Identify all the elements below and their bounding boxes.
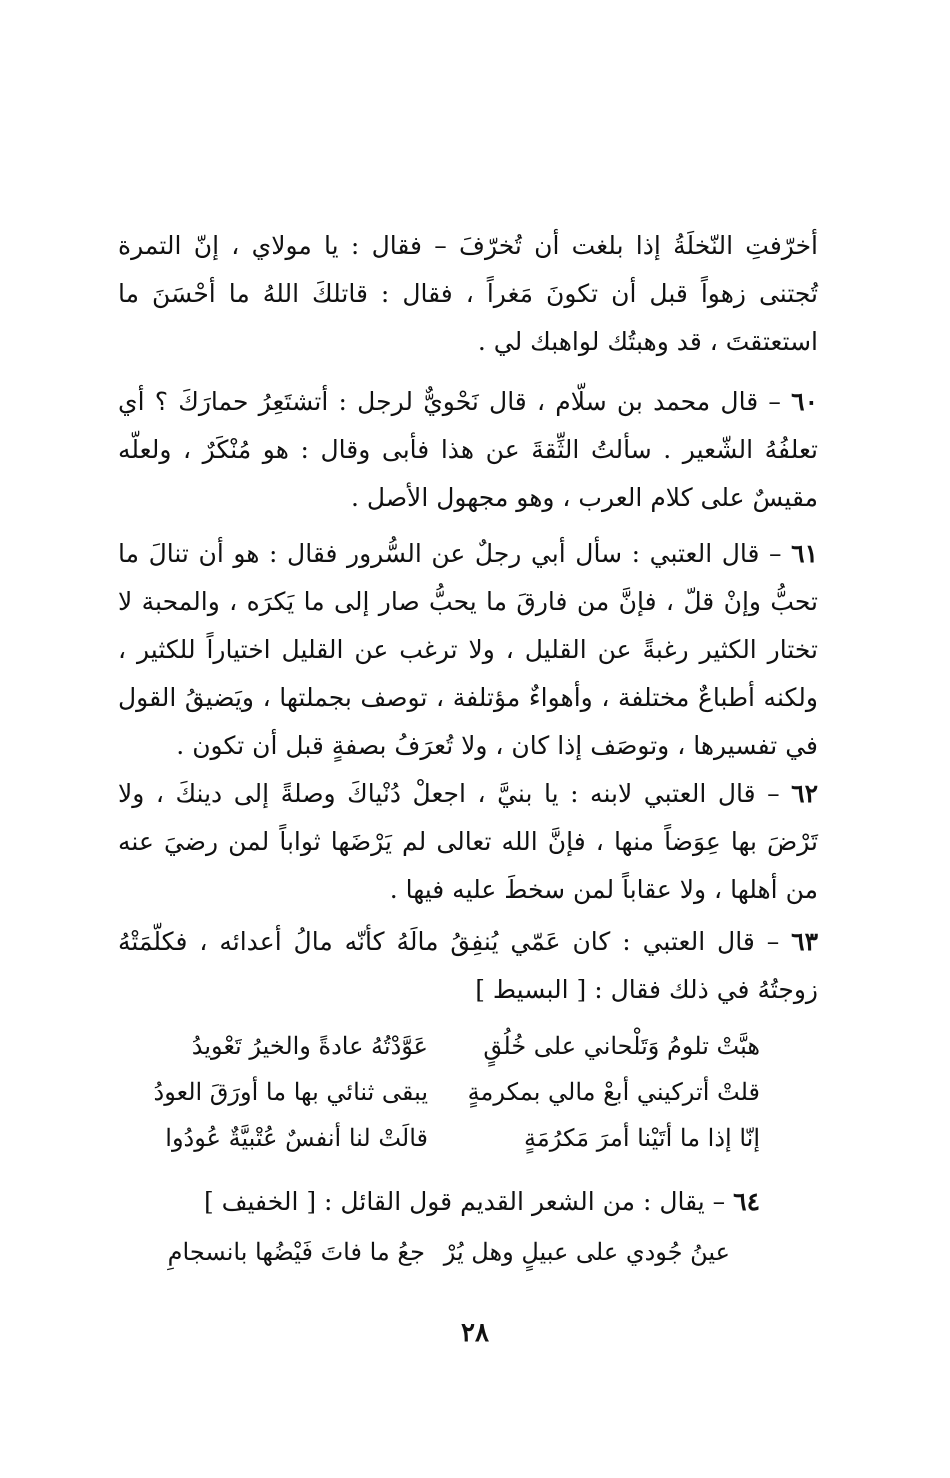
entry-64: [190, 1178, 760, 1226]
entry-number: ٦١: [791, 539, 819, 568]
verse-second-hemistich: قالَتْ لنا أنفسٌ عُتْبيَّةٌ عُودُوا: [165, 1124, 428, 1152]
paragraph-continuation: أخرّفتِ النّخلَةُ إذا بلغت أن تُخرّفَ – فقال : يا مولاي ، إنّ التمرة تُجتنى زهواً قبل أن تكونَ مَغراً ، فقال : قاتلكَ اللهُ ما أحْسَنَ ما استعتقتَ ، قد وهبتُك لواهبك لي .: [118, 231, 818, 356]
verse-first-hemistich: قلتْ أتركيني أبعْ مالي بمكرمةٍ: [467, 1078, 760, 1106]
entry-63: [118, 918, 818, 1014]
poem-verse-2: [130, 1068, 760, 1116]
entry-61: [118, 530, 818, 770]
entry-number: ٦٠: [791, 387, 818, 416]
poem-verse-3: [130, 1114, 760, 1162]
entry-60: [118, 378, 818, 522]
page-number: ٢٨: [461, 1318, 489, 1348]
entry-number: ٦٢: [791, 779, 819, 808]
entry-text: – قال العتبي : كان عَمّي يُنفِقُ مالَهُ كأنّه مالُ أعدائه ، فكلّمَتْهُ زوجتُهُ في ذلك فقال : [ البسيط ]: [118, 927, 818, 1004]
entry-text: – يقال : من الشعر القديم قول القائل : [ الخفيف ]: [203, 1187, 726, 1216]
verse-second-hemistich: يبقى ثنائي بها ما أورَقَ العودُ: [153, 1078, 428, 1106]
entry-text: – قال محمد بن سلّام ، قال نَحْويٌّ لرجل : أتشتَعِرُ حمارَكَ ؟ أي تعلفُهُ الشّعير . سألتُ الثِّقةَ عن هذا فأبى وقال : هو مُنْكَرٌ ، ولعلّه مقيسٌ على كلام العرب ، وهو مجهول الأصل .: [118, 387, 818, 512]
verse-first-hemistich: إنّا إذا ما أتَيْنا أمرَ مَكرُمَةٍ: [524, 1124, 760, 1152]
entry-62: [118, 770, 818, 914]
entry-text: – قال العتبي : سأل أبي رجلٌ عن السُّرور فقال : هو أن تنالَ ما تحبُّ وإنْ قلّ ، فإنَّ من فارقَ ما يحبُّ صار إلى ما يَكرَه ، والمحبة لا تختار الكثير رغبةً عن القليل ، ولا ترغب عن القليل اختياراً للكثير ، ولكنه أطباعٌ مختلفة ، وأهواءٌ مؤتلفة ، توصف بجملتها ، ويَضيقُ القول في تفسيرها ، وتوصَف إذا كان ، ولا تُعرَفُ بصفةٍ قبل أن تكون .: [118, 539, 818, 760]
verse-second-hemistich: جعُ ما فاتَ فَيْضُها بانسجامِ: [167, 1238, 425, 1266]
verse-second-hemistich: عَوَّدْتُهُ عادةً والخيرُ تَعْويدُ: [191, 1032, 428, 1060]
entry-number: ٦٣: [791, 927, 818, 956]
entry-text: – قال العتبي لابنه : يا بنيَّ ، اجعلْ دُنْياكَ وصلةً إلى دينكَ ، ولا تَرْضَ بها عِوَضاً منها ، فإنَّ الله تعالى لم يَرْضَها ثواباً لمن رضيَ عنه من أهلها ، ولا عقاباً لمن سخطَ عليه فيها .: [118, 779, 818, 904]
prose-block: [118, 222, 818, 366]
poem-verse-64: [150, 1228, 730, 1276]
verse-first-hemistich: هبَّتْ تلومُ وَتَلْحاني على خُلُقٍ: [483, 1032, 760, 1060]
poem-verse-1: [130, 1022, 760, 1070]
verse-first-hemistich: عينُ جُودي على عبيلٍ وهل يُرْ: [443, 1238, 730, 1266]
entry-number: ٦٤: [733, 1187, 760, 1216]
